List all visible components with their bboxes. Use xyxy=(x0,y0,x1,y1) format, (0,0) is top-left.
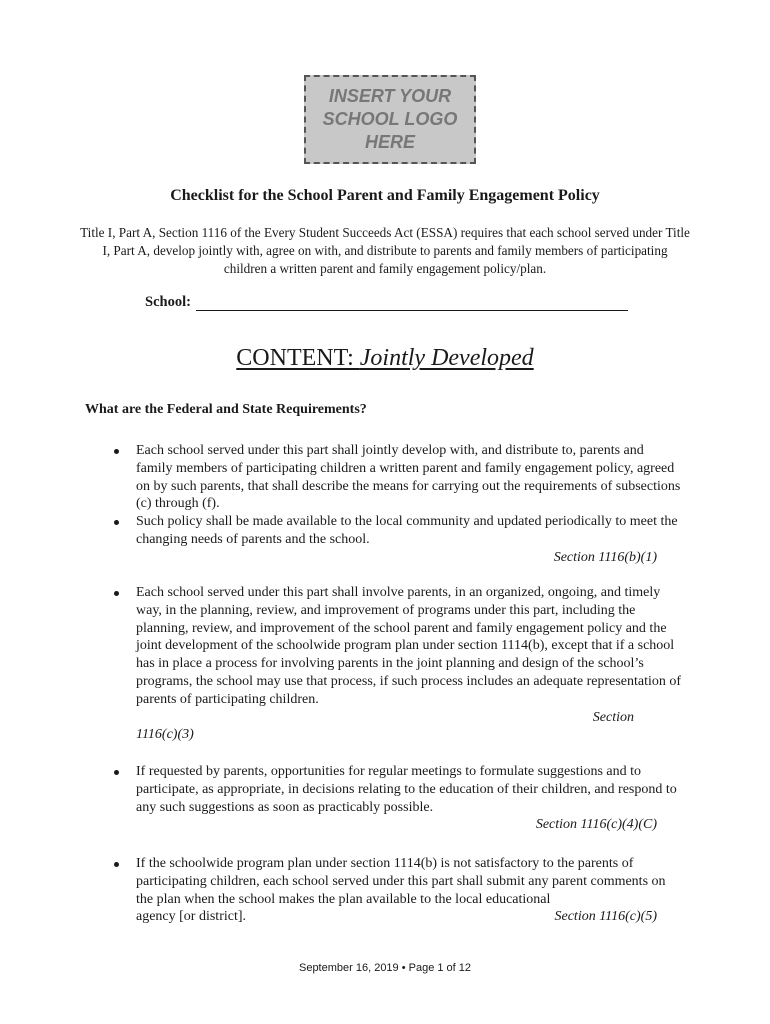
content-heading-emphasis: Jointly Developed xyxy=(359,345,534,371)
list-item-tail: agency [or district]. xyxy=(136,909,247,925)
list-item-last-line xyxy=(136,908,682,926)
requirements-heading: What are the Federal and State Requirements? xyxy=(85,402,367,417)
section-citation: Section 1116(b)(1) xyxy=(553,549,657,565)
school-label: School: xyxy=(145,294,191,310)
list-item: Such policy shall be made available to the local community and updated periodically to meet the changing needs of parents and the school. xyxy=(112,513,682,549)
intro-paragraph: Title I, Part A, Section 1116 of the Every Student Succeeds Act (ESSA) requires that each school served under Title I, Part A, develop jointly with, agree on with, and distribute to parents and family members of participating children a written parent and family engagement policy/plan. xyxy=(80,225,690,276)
school-field xyxy=(145,294,628,311)
requirement-section-3 xyxy=(112,763,682,834)
page-footer: September 16, 2019 • Page 1 of 12 xyxy=(298,962,472,974)
list-item: Each school served under this part shall involve parents, in an organized, ongoing, and timely way, in the planning, review, and improvement of programs under this part, including the planning, review, and improvement of the school parent and family engagement policy and the joint development of the schoolwide program plan under section 1114(b), except that if a school has in place a process for involving parents in the joint planning and design of the school’s programs, the school may use that process, if such process includes an adequate representation of parents of participating children. xyxy=(112,584,682,709)
requirement-section-4 xyxy=(112,855,682,926)
citation-part-2: 1116(c)(3) xyxy=(136,727,194,743)
requirement-section-2 xyxy=(112,584,682,744)
citation-part-1: Section xyxy=(592,709,634,725)
section-citation: Section 1116(c)(5) xyxy=(554,909,657,925)
section-citation: Section 1116(c)(4)(C) xyxy=(535,817,657,833)
list-item-text: If the schoolwide program plan under section 1114(b) is not satisfactory to the parents of participating children, each school served under this part shall submit any parent comments on the plan when the school makes the plan available to the local educational xyxy=(136,856,666,907)
list-item: Each school served under this part shall jointly develop with, and distribute to, parents and family members of participating children a written parent and family engagement policy, agreed on by such parents, that shall describe the means for carrying out the requirements of subsections (c) through (f). xyxy=(112,442,682,513)
content-heading-prefix: CONTENT: xyxy=(236,345,360,371)
list-item: If requested by parents, opportunities for regular meetings to formulate suggestions and to participate, as appropriate, in decisions relating to the education of their children, and respond to any such suggestions as soon as practicably possible. xyxy=(112,763,682,816)
section-citation xyxy=(112,709,682,745)
school-blank-line xyxy=(196,296,628,311)
school-logo-placeholder: INSERT YOUR SCHOOL LOGO HERE xyxy=(304,75,476,164)
list-item xyxy=(112,855,682,926)
page-title: Checklist for the School Parent and Family Engagement Policy xyxy=(170,187,600,204)
requirement-section-1 xyxy=(112,442,682,567)
content-heading xyxy=(0,345,770,372)
